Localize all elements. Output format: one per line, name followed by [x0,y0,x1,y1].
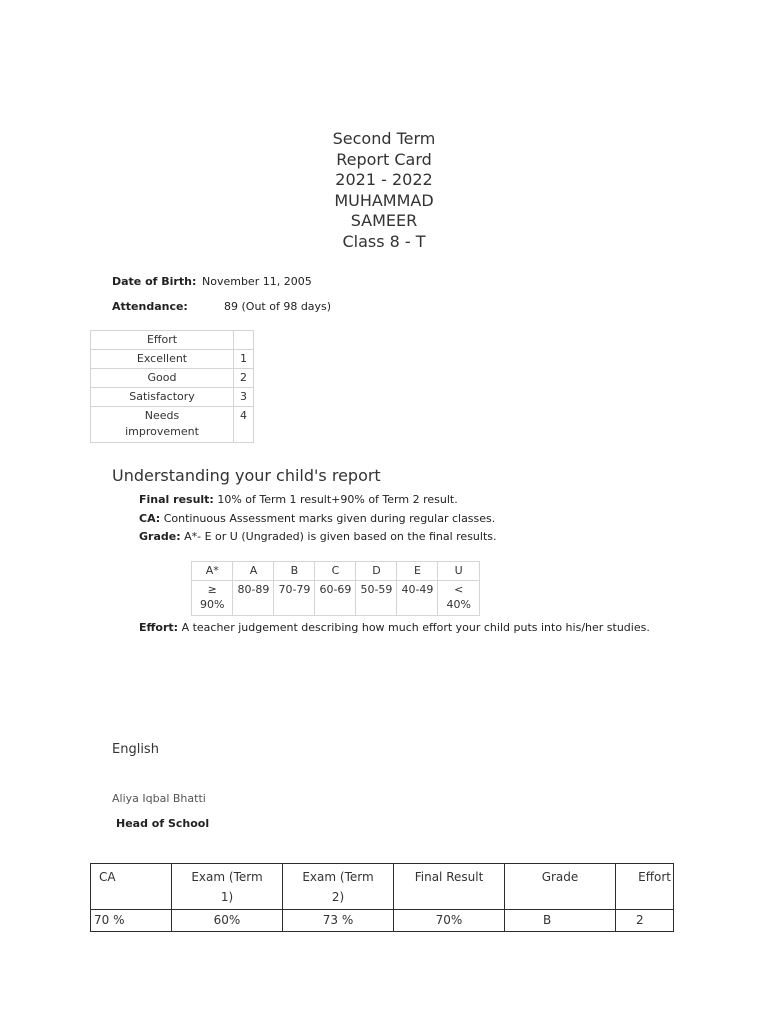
table-row [192,562,480,581]
grade-cell: D [356,562,397,581]
effort-value: 1 [234,350,254,369]
results-header-effort: Effort [616,864,674,910]
results-exam-term1: 60% [172,910,283,932]
ca-label: CA: [139,512,161,525]
class-name: Class 8 - T [342,231,426,251]
effort-header: Effort [91,331,234,350]
range-cell: < 40% [438,581,479,616]
grade-cell: A* [192,562,233,581]
report-title [0,129,768,252]
effort-name: Satisfactory [91,388,234,407]
grade-cell: E [397,562,438,581]
attendance-value: 89 (Out of 98 days) [224,300,332,313]
table-row [91,910,674,932]
table-row [91,369,254,388]
range-cell: 60-69 [315,581,356,616]
range-cell: ≥ 90% [192,581,233,616]
results-header-grade: Grade [505,864,616,910]
attendance-label: Attendance: [112,300,188,313]
grade-boundaries-table [191,561,480,616]
results-table [90,863,674,932]
subject-name: English [112,742,159,757]
academic-year: 2021 - 2022 [335,170,433,189]
results-ca: 70 % [91,910,172,932]
report-card-title: Report Card [336,149,432,169]
results-effort: 2 [616,910,674,932]
effort-definition [139,621,650,634]
grade-definition [139,530,497,543]
results-header-exam-term2: Exam (Term 2) [283,864,394,910]
results-header-exam-term1: Exam (Term 1) [172,864,283,910]
dob-label: Date of Birth: [112,275,197,288]
grade-text: A*- E or U (Ungraded) is given based on the final results. [180,530,497,543]
effort-value: 3 [234,388,254,407]
effort-label: Effort: [139,621,179,634]
results-header-ca: CA [91,864,172,910]
grade-cell: B [274,562,315,581]
effort-value: 2 [234,369,254,388]
results-grade: B [505,910,616,932]
signature-title: Head of School [116,817,210,830]
results-exam-term2: 73 % [283,910,394,932]
effort-name: Needs improvement [91,407,234,443]
range-cell: 50-59 [356,581,397,616]
effort-name: Excellent [91,350,234,369]
student-last-name: SAMEER [350,211,418,230]
final-result-definition [139,493,458,506]
table-row [91,864,674,910]
effort-value: 4 [234,407,254,443]
range-cell: 80-89 [233,581,274,616]
table-row [91,388,254,407]
table-row [192,581,480,616]
dob-value: November 11, 2005 [202,275,312,288]
signature-name: Aliya Iqbal Bhatti [112,792,206,805]
effort-text: A teacher judgement describing how much effort your child puts into his/her studies. [178,621,650,634]
effort-name: Good [91,369,234,388]
grade-cell: C [315,562,356,581]
student-first-name: MUHAMMAD [334,190,434,210]
ca-text: Continuous Assessment marks given during regular classes. [160,512,496,525]
guide-heading: Understanding your child's report [112,466,381,485]
effort-key-table [90,330,254,443]
grade-cell: U [438,562,479,581]
table-row [91,407,254,443]
final-result-text: 10% of Term 1 result+90% of Term 2 result. [213,493,458,506]
range-cell: 40-49 [397,581,438,616]
ca-definition [139,512,495,525]
results-final: 70% [394,910,505,932]
table-row [91,350,254,369]
term-title: Second Term [332,129,436,148]
grade-label: Grade: [139,530,181,543]
table-row [91,331,254,350]
final-result-label: Final result: [139,493,214,506]
range-cell: 70-79 [274,581,315,616]
grade-cell: A [233,562,274,581]
results-header-final: Final Result [394,864,505,910]
